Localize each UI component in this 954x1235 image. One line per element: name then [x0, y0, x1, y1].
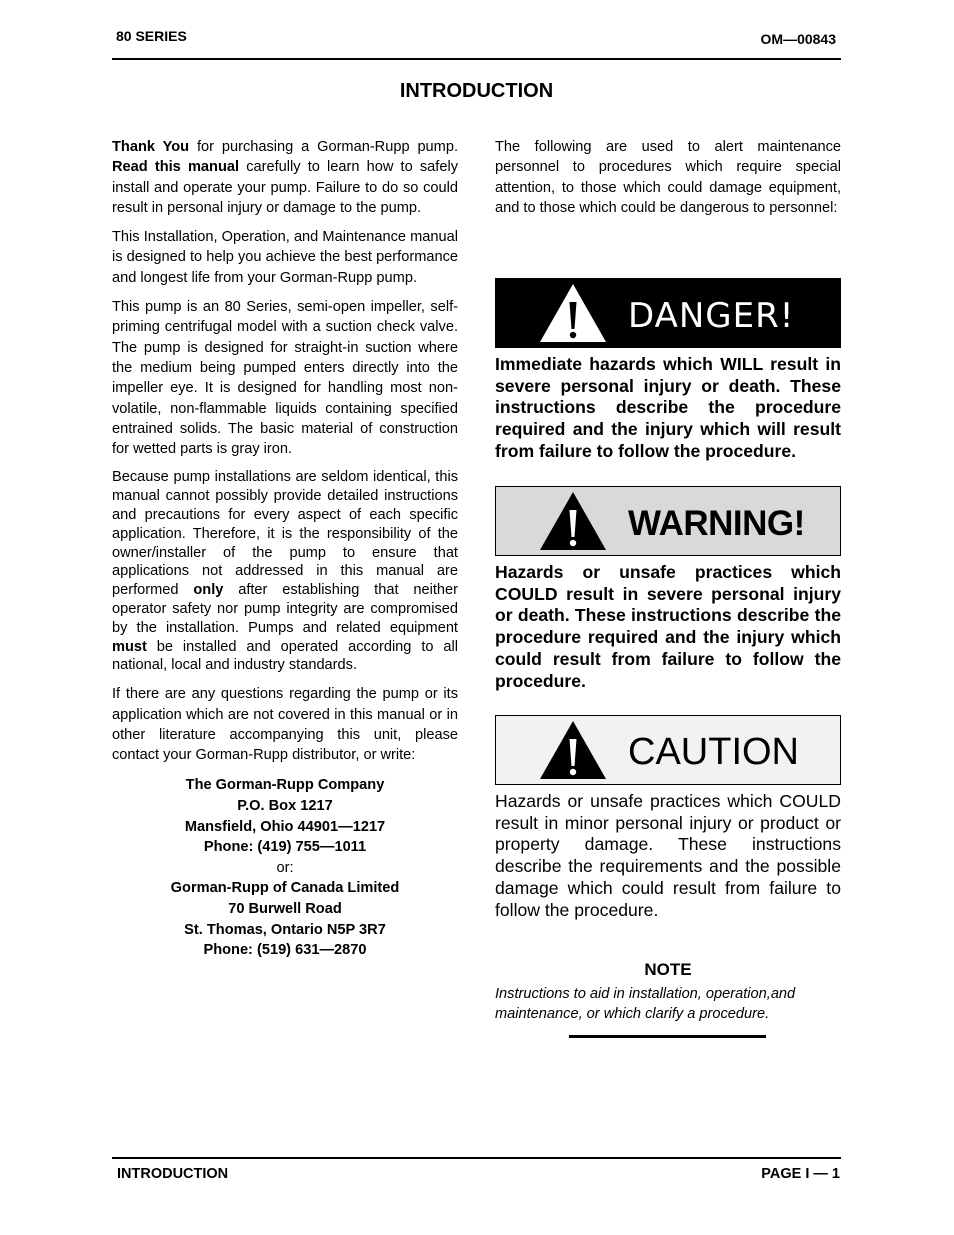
- address-line: Phone: (519) 631—2870: [203, 942, 367, 959]
- address-line: P.O. Box 1217: [237, 798, 333, 814]
- note-text: Instructions to aid in installation, operation,and maintenance, or which clarify a procedure.: [495, 986, 796, 1022]
- paragraph-installations: [112, 468, 458, 675]
- footer-page-number: PAGE I — 1: [761, 1166, 840, 1182]
- caution-triangle-icon: [538, 719, 608, 781]
- bold-thank-you: Thank You: [112, 139, 190, 155]
- bold-read-manual: Read this manual: [112, 159, 240, 176]
- note-rule: [569, 1035, 766, 1038]
- caution-description: Hazards or unsafe practices which COULD result in minor personal injury or product or property damage. These instructions describe the requirements and the possible damage which could result from failure to follow the procedure.: [495, 791, 841, 920]
- note-heading: NOTE: [644, 960, 692, 979]
- header-rule: [112, 58, 841, 60]
- paragraph-manual-purpose: This Installation, Operation, and Maintenance manual is designed to help you achieve the best performance and longest life from your Gorman-Rupp pump.: [112, 229, 458, 286]
- warning-triangle-icon: [538, 490, 608, 552]
- header-series: 80 SERIES: [116, 28, 187, 44]
- text-span: Because pump installations are seldom identical, this manual cannot possibly provide detailed instructions and precautions for every aspect of each specific application. Therefore, it is the responsibility of the owner/installer of the pump to ensure that applications not addressed in this manual are performed: [112, 469, 458, 599]
- address-line: St. Thomas, Ontario N5P 3R7: [184, 921, 386, 938]
- footer-rule: [112, 1157, 841, 1159]
- paragraph-pump-description: This pump is an 80 Series, semi-open impeller, self-priming centrifugal model with a suction check valve. The pump is designed for straight-in suction where the medium being pumped enters directly into the impeller eye. It is designed for handling most non-volatile, non-flammable liquids containing specified entrained solids. The basic material of construction for wetted parts is gray iron.: [112, 299, 458, 458]
- page-title: INTRODUCTION: [399, 80, 554, 102]
- warning-label: WARNING!: [628, 504, 805, 543]
- bold-only: only: [193, 582, 224, 599]
- paragraph-thanks: [112, 137, 458, 218]
- address-block: [112, 775, 458, 960]
- warning-banner: [495, 486, 841, 556]
- caution-label: CAUTION: [628, 731, 799, 773]
- danger-label: DANGER!: [628, 296, 795, 336]
- address-line: 70 Burwell Road: [228, 900, 342, 917]
- text-span: for purchasing a Gorman-Rupp pump.: [189, 139, 459, 155]
- footer-section: INTRODUCTION: [117, 1166, 229, 1182]
- paragraph-questions: If there are any questions regarding the pump or its application which are not covered in this manual or in other literature accompanying this unit, please contact your Gorman-Rupp distributor, or write:: [112, 686, 458, 764]
- address-line: The Gorman-Rupp Company: [185, 777, 385, 794]
- warning-description: Hazards or unsafe practices which COULD result in severe personal injury or death. These instructions describe the procedure required and the injury which could result from failure to follow the procedure.: [495, 562, 841, 691]
- danger-triangle-icon: [538, 282, 608, 344]
- address-line: Phone: (419) 755—1011: [203, 839, 367, 856]
- address-or: or:: [276, 859, 294, 876]
- left-column: [112, 137, 458, 961]
- bold-must: must: [112, 638, 147, 655]
- text-span: after establishing that neither operator safety nor pump integrity are compromised by the installation. Pumps and related equipment: [112, 582, 458, 636]
- header-doc-number: OM—00843: [760, 31, 836, 47]
- text-span: carefully to learn how to safely install and operate your pump. Failure to do so could result in personal injury or damage to the pump.: [112, 159, 459, 216]
- danger-description: Immediate hazards which WILL result in severe personal injury or death. These instructions describe the procedure required and the injury which will result from failure to follow the procedure.: [495, 354, 841, 461]
- danger-banner: [495, 278, 841, 348]
- caution-banner: [495, 715, 841, 785]
- address-line: Mansfield, Ohio 44901—1217: [184, 818, 386, 835]
- right-column-intro: The following are used to alert maintenance personnel to procedures which require special attention, to those which could damage equipment, and to those which could be dangerous to personnel:: [495, 139, 841, 216]
- text-span: be installed and operated according to all national, local and industry standards.: [112, 638, 458, 674]
- address-line: Gorman-Rupp of Canada Limited: [170, 880, 400, 897]
